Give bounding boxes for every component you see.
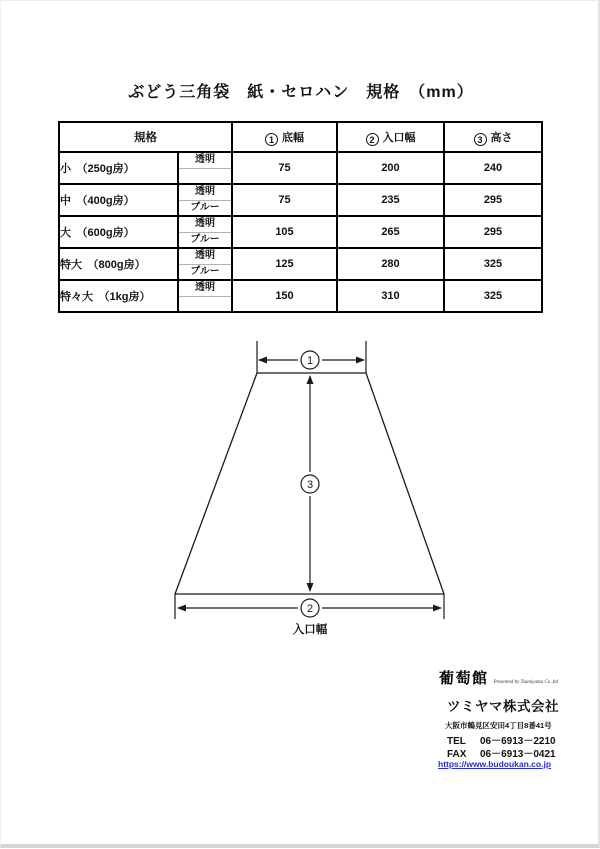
height-value: 325 xyxy=(444,248,542,280)
film-color-top: 透明 xyxy=(179,249,231,265)
film-color-cell xyxy=(178,280,232,312)
dim2-number: 2 xyxy=(306,603,314,615)
bottom-width-value: 125 xyxy=(232,248,337,280)
opening-width-value: 200 xyxy=(337,152,444,184)
company-address: 大阪市鶴見区安田4丁目8番41号 xyxy=(445,721,552,730)
size-name: 中 （400g房） xyxy=(59,184,178,216)
height-value: 295 xyxy=(444,216,542,248)
header-height-label: 高さ xyxy=(490,131,513,144)
film-color-top: 透明 xyxy=(179,217,231,233)
dim1-number: 1 xyxy=(306,355,314,367)
film-color-cell xyxy=(178,248,232,280)
film-color-cell xyxy=(178,152,232,184)
film-color-top: 透明 xyxy=(179,281,231,297)
header-height xyxy=(444,122,542,152)
fax-line xyxy=(447,745,556,760)
table-row xyxy=(59,184,542,216)
opening-width-caption: 入口幅 xyxy=(292,624,328,636)
circled-1-icon: 1 xyxy=(265,133,278,146)
table-row xyxy=(59,280,542,312)
bottom-width-value: 105 xyxy=(232,216,337,248)
film-color-cell xyxy=(178,184,232,216)
circled-2-icon: 2 xyxy=(366,133,379,146)
header-spec: 規格 xyxy=(59,122,232,152)
film-color-top: 透明 xyxy=(179,185,231,201)
height-value: 295 xyxy=(444,184,542,216)
size-name: 大 （600g房） xyxy=(59,216,178,248)
dim3-number: 3 xyxy=(306,479,314,491)
company-name: ツミヤマ株式会社 xyxy=(447,699,559,714)
bottom-width-value: 75 xyxy=(232,184,337,216)
table-row xyxy=(59,216,542,248)
film-color-bottom: ブルー xyxy=(190,265,220,277)
film-color-bottom xyxy=(179,297,231,312)
website-link[interactable]: https://www.budoukan.co.jp xyxy=(438,759,552,769)
size-name: 特々大 （1kg房） xyxy=(59,280,178,312)
opening-width-value: 265 xyxy=(337,216,444,248)
bottom-width-value: 150 xyxy=(232,280,337,312)
header-opening-width-label: 入口幅 xyxy=(382,131,416,144)
table-header-row xyxy=(59,122,542,152)
header-opening-width xyxy=(337,122,444,152)
circled-3-icon: 3 xyxy=(474,133,487,146)
film-color-top: 透明 xyxy=(179,153,231,169)
height-value: 325 xyxy=(444,280,542,312)
logo-tagline: Presented by Tsumiyama Co.,ltd xyxy=(493,680,559,685)
tel-label: TEL xyxy=(447,736,466,747)
film-color-cell xyxy=(178,216,232,248)
budoukan-logo: 葡萄館 xyxy=(439,671,489,687)
size-name: 小 （250g房） xyxy=(59,152,178,184)
opening-width-value: 310 xyxy=(337,280,444,312)
film-color-bottom: ブルー xyxy=(190,201,220,213)
fax-number: 06－6913－0421 xyxy=(480,749,556,760)
opening-width-value: 280 xyxy=(337,248,444,280)
table-row xyxy=(59,248,542,280)
opening-width-value: 235 xyxy=(337,184,444,216)
header-bottom-width-label: 底幅 xyxy=(282,131,304,144)
size-name: 特大 （800g房） xyxy=(59,248,178,280)
film-color-bottom xyxy=(179,169,231,184)
film-color-bottom: ブルー xyxy=(190,233,220,245)
tel-number: 06－6913－2210 xyxy=(480,736,556,747)
page-title: ぶどう三角袋 紙・セロハン 規格 （mm） xyxy=(128,84,474,101)
header-bottom-width xyxy=(232,122,337,152)
fax-label: FAX xyxy=(447,749,467,760)
bag-dimension-diagram xyxy=(101,333,501,645)
spec-table xyxy=(58,121,543,313)
height-value: 240 xyxy=(444,152,542,184)
table-row xyxy=(59,152,542,184)
bottom-width-value: 75 xyxy=(232,152,337,184)
